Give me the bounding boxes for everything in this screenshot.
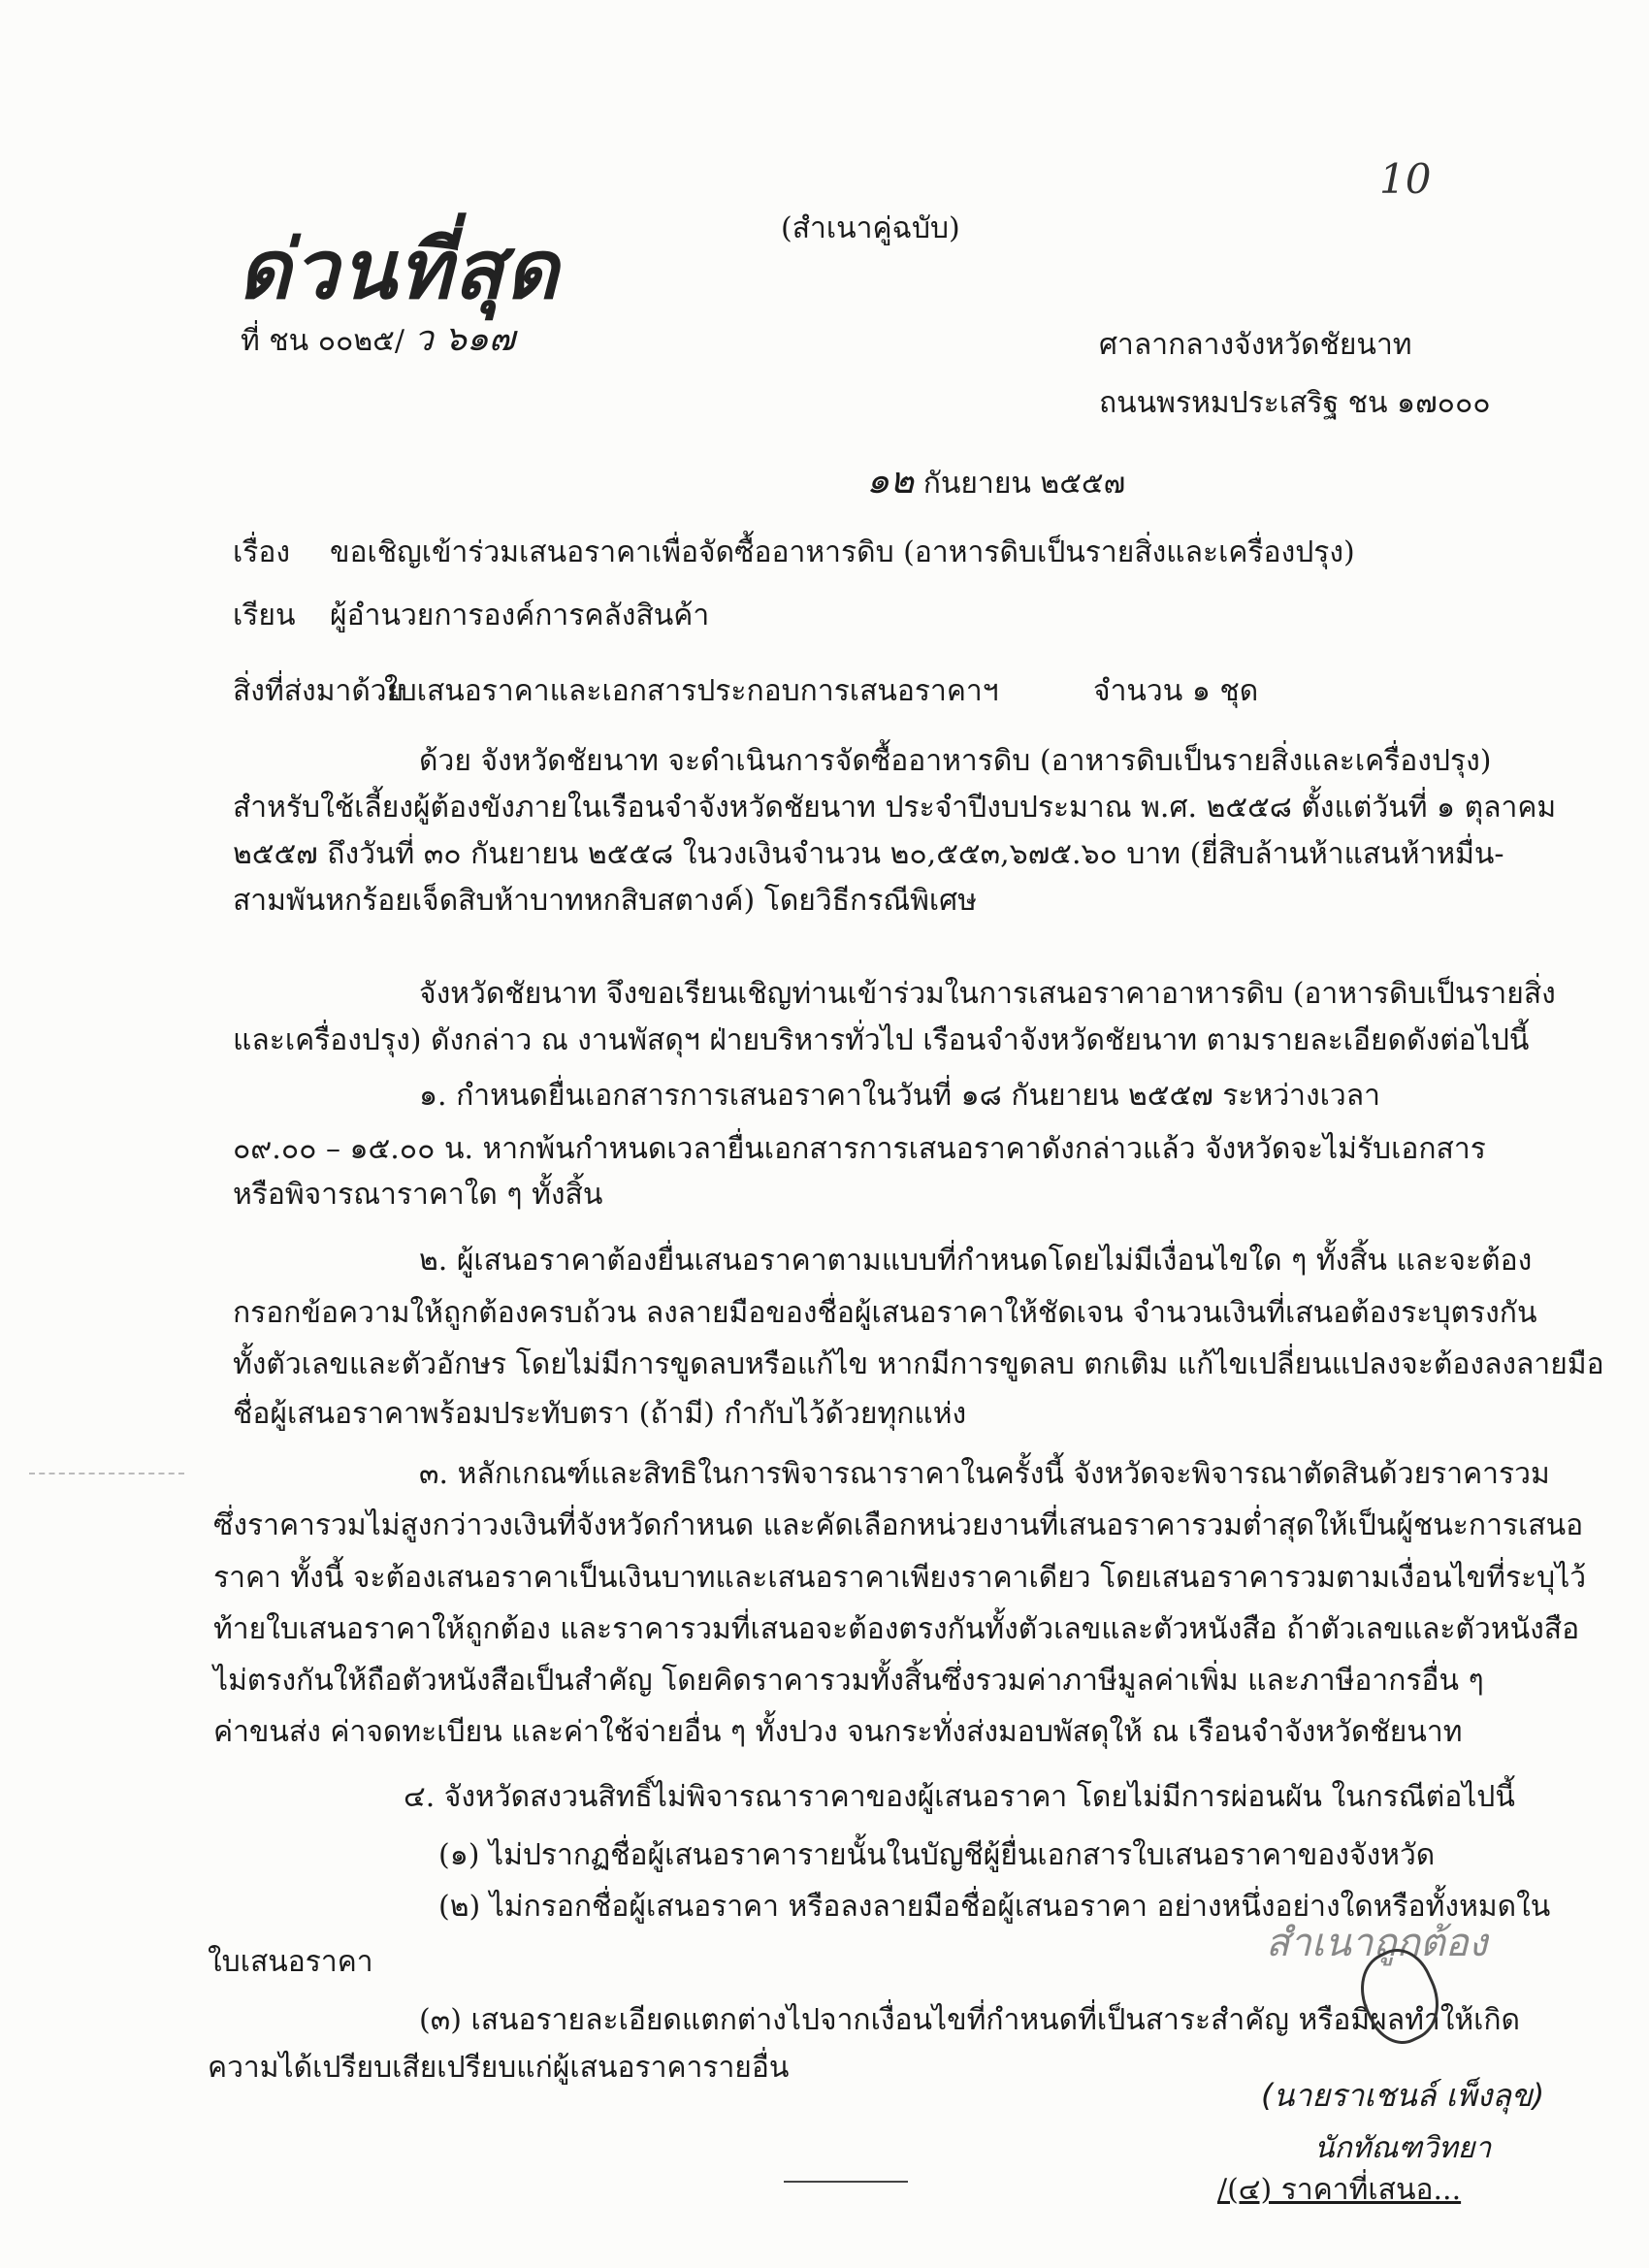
- item-3-line-5: ไม่ตรงกันให้ถือตัวหนังสือเป็นสำคัญ โดยคิดราคารวมทั้งสิ้นซึ่งรวมค่าภาษีมูลค่าเพิ่ม และภาษีอากรอื่น ๆ: [213, 1664, 1484, 1698]
- date-day-handwritten: ๑๒: [866, 459, 915, 502]
- urgency-stamp: ด่วนที่สุด: [238, 221, 561, 317]
- paragraph-2-line-2: และเครื่องปรุง) ดังกล่าว ณ งานพัสดุฯ ฝ่ายบริหารทั่วไป เรือนจำจังหวัดชัยนาท ตามรายละเอียดดังต่อไปนี้: [233, 1023, 1530, 1057]
- item-4-sub-2-line-1: (๒) ไม่กรอกชื่อผู้เสนอราคา หรือลงลายมือชื่อผู้เสนอราคา อย่างหนึ่งอย่างใดหรือทั้งหมดใน: [438, 1890, 1551, 1924]
- letter-date: [866, 461, 1125, 503]
- paragraph-1-line-1: ด้วย จังหวัดชัยนาท จะดำเนินการจัดซื้ออาหารดิบ (อาหารดิบเป็นรายสิ่งและเครื่องปรุง): [419, 744, 1492, 778]
- signer-title: นักทัณฑวิทยา: [1314, 2131, 1492, 2165]
- reference-number-handwritten: ว ๖๑๗: [413, 319, 515, 359]
- item-2-line-2: กรอกข้อความให้ถูกต้องครบถ้วน ลงลายมือของชื่อผู้เสนอราคาให้ชัดเจน จำนวนเงินที่เสนอต้องระบุตรงกัน: [233, 1296, 1537, 1330]
- paragraph-2-line-1: จังหวัดชัยนาท จึงขอเรียนเชิญท่านเข้าร่วมในการเสนอราคาอาหารดิบ (อาหารดิบเป็นรายสิ่ง: [419, 977, 1556, 1011]
- item-1-line-3: หรือพิจารณาราคาใด ๆ ทั้งสิ้น: [233, 1178, 603, 1212]
- item-1-line-2: ๐๙.๐๐ – ๑๕.๐๐ น. หากพ้นกำหนดเวลายื่นเอกสารการเสนอราคาดังกล่าวแล้ว จังหวัดจะไม่รับเอกสาร: [233, 1132, 1486, 1166]
- continued-note: /(๔) ราคาที่เสนอ...: [1217, 2173, 1462, 2207]
- page-number: 10: [1379, 155, 1432, 203]
- item-4-sub-3-line-1: (๓) เสนอรายละเอียดแตกต่างไปจากเงื่อนไขที่กำหนดที่เป็นสาระสำคัญ หรือมีผลทำให้เกิด: [419, 2003, 1521, 2037]
- item-3-line-3: ราคา ทั้งนี้ จะต้องเสนอราคาเป็นเงินบาทและเสนอราคาเพียงราคาเดียว โดยเสนอราคารวมตามเงื่อนไขที่ระบุไว้: [213, 1561, 1587, 1595]
- copy-label: (สำเนาคู่ฉบับ): [781, 211, 960, 245]
- paragraph-1-line-4: สามพันหกร้อยเจ็ดสิบห้าบาทหกสิบสตางค์) โดยวิธีกรณีพิเศษ: [233, 884, 977, 918]
- item-4-sub-1: (๑) ไม่ปรากฏชื่อผู้เสนอราคารายนั้นในบัญชีผู้ยื่นเอกสารใบเสนอราคาของจังหวัด: [438, 1838, 1436, 1872]
- scan-artifact-line: [29, 1473, 184, 1474]
- footer-rule: [784, 2181, 908, 2183]
- recipient-label: เรียน: [233, 599, 296, 632]
- enclosure-text: ใบเสนอราคาและเอกสารประกอบการเสนอราคาฯ: [384, 674, 999, 708]
- recipient-text: ผู้อำนวยการองค์การคลังสินค้า: [330, 599, 710, 632]
- item-1-line-1: ๑. กำหนดยื่นเอกสารการเสนอราคาในวันที่ ๑๘ กันยายน ๒๕๕๗ ระหว่างเวลา: [419, 1079, 1380, 1113]
- signer-name: (นายราเชนล์ เพ็งลุข): [1261, 2077, 1545, 2114]
- certified-copy-stamp: สำเนาถูกต้อง: [1266, 1921, 1488, 1965]
- item-3-line-4: ท้ายใบเสนอราคาให้ถูกต้อง และราคารวมที่เสนอจะต้องตรงกันทั้งตัวเลขและตัวหนังสือ ถ้าตัวเลขและตัวหนังสือ: [213, 1612, 1580, 1646]
- date-month-year: กันยายน ๒๕๕๗: [922, 467, 1126, 501]
- item-4: ๔. จังหวัดสงวนสิทธิ์ไม่พิจารณาราคาของผู้เสนอราคา โดยไม่มีการผ่อนผัน ในกรณีต่อไปนี้: [404, 1780, 1515, 1814]
- subject-label: เรื่อง: [233, 535, 291, 569]
- item-3-line-6: ค่าขนส่ง ค่าจดทะเบียน และค่าใช้จ่ายอื่น ๆ ทั้งปวง จนกระทั่งส่งมอบพัสดุให้ ณ เรือนจำจังหวัดชัยนาท: [213, 1715, 1463, 1749]
- item-3-line-2: ซึ่งราคารวมไม่สูงกว่าวงเงินที่จังหวัดกำหนด และคัดเลือกหน่วยงานที่เสนอราคารวมต่ำสุดให้เป็นผู้ชนะการเสนอ: [213, 1508, 1584, 1542]
- item-2-line-1: ๒. ผู้เสนอราคาต้องยื่นเสนอราคาตามแบบที่กำหนดโดยไม่มีเงื่อนไขใด ๆ ทั้งสิ้น และจะต้อง: [419, 1244, 1533, 1278]
- item-2-line-3: ทั้งตัวเลขและตัวอักษร โดยไม่มีการขูดลบหรือแก้ไข หากมีการขูดลบ ตกเติม แก้ไขเปลี่ยนแปลงจะต้องลงลายมือ: [233, 1347, 1604, 1381]
- item-4-sub-2-line-2: ใบเสนอราคา: [208, 1945, 373, 1979]
- address-line-1: ศาลากลางจังหวัดชัยนาท: [1099, 328, 1412, 362]
- reference-number-printed: ที่ ชน ๐๐๒๕/: [241, 324, 404, 358]
- item-4-sub-3-line-2: ความได้เปรียบเสียเปรียบแก่ผู้เสนอราคารายอื่น: [208, 2051, 790, 2085]
- address-line-2: ถนนพรหมประเสริฐ ชน ๑๗๐๐๐: [1099, 386, 1491, 420]
- paragraph-1-line-3: ๒๕๕๗ ถึงวันที่ ๓๐ กันยายน ๒๕๕๘ ในวงเงินจำนวน ๒๐,๕๕๓,๖๗๕.๖๐ บาท (ยี่สิบล้านห้าแสนห้าหมื่น-: [233, 837, 1504, 871]
- reference-number: [241, 320, 515, 361]
- item-3-line-1: ๓. หลักเกณฑ์และสิทธิในการพิจารณาราคาในครั้งนี้ จังหวัดจะพิจารณาตัดสินด้วยราคารวม: [419, 1457, 1550, 1491]
- enclosure-count: จำนวน ๑ ชุด: [1093, 674, 1259, 708]
- item-2-line-4: ชื่อผู้เสนอราคาพร้อมประทับตรา (ถ้ามี) กำกับไว้ด้วยทุกแห่ง: [233, 1397, 967, 1431]
- enclosure-label: สิ่งที่ส่งมาด้วย: [233, 674, 404, 708]
- paragraph-1-line-2: สำหรับใช้เลี้ยงผู้ต้องขังภายในเรือนจำจังหวัดชัยนาท ประจำปีงบประมาณ พ.ศ. ๒๕๕๘ ตั้งแต่วันที่ ๑ ตุลาคม: [233, 791, 1557, 825]
- subject-text: ขอเชิญเข้าร่วมเสนอราคาเพื่อจัดซื้ออาหารดิบ (อาหารดิบเป็นรายสิ่งและเครื่องปรุง): [330, 535, 1355, 569]
